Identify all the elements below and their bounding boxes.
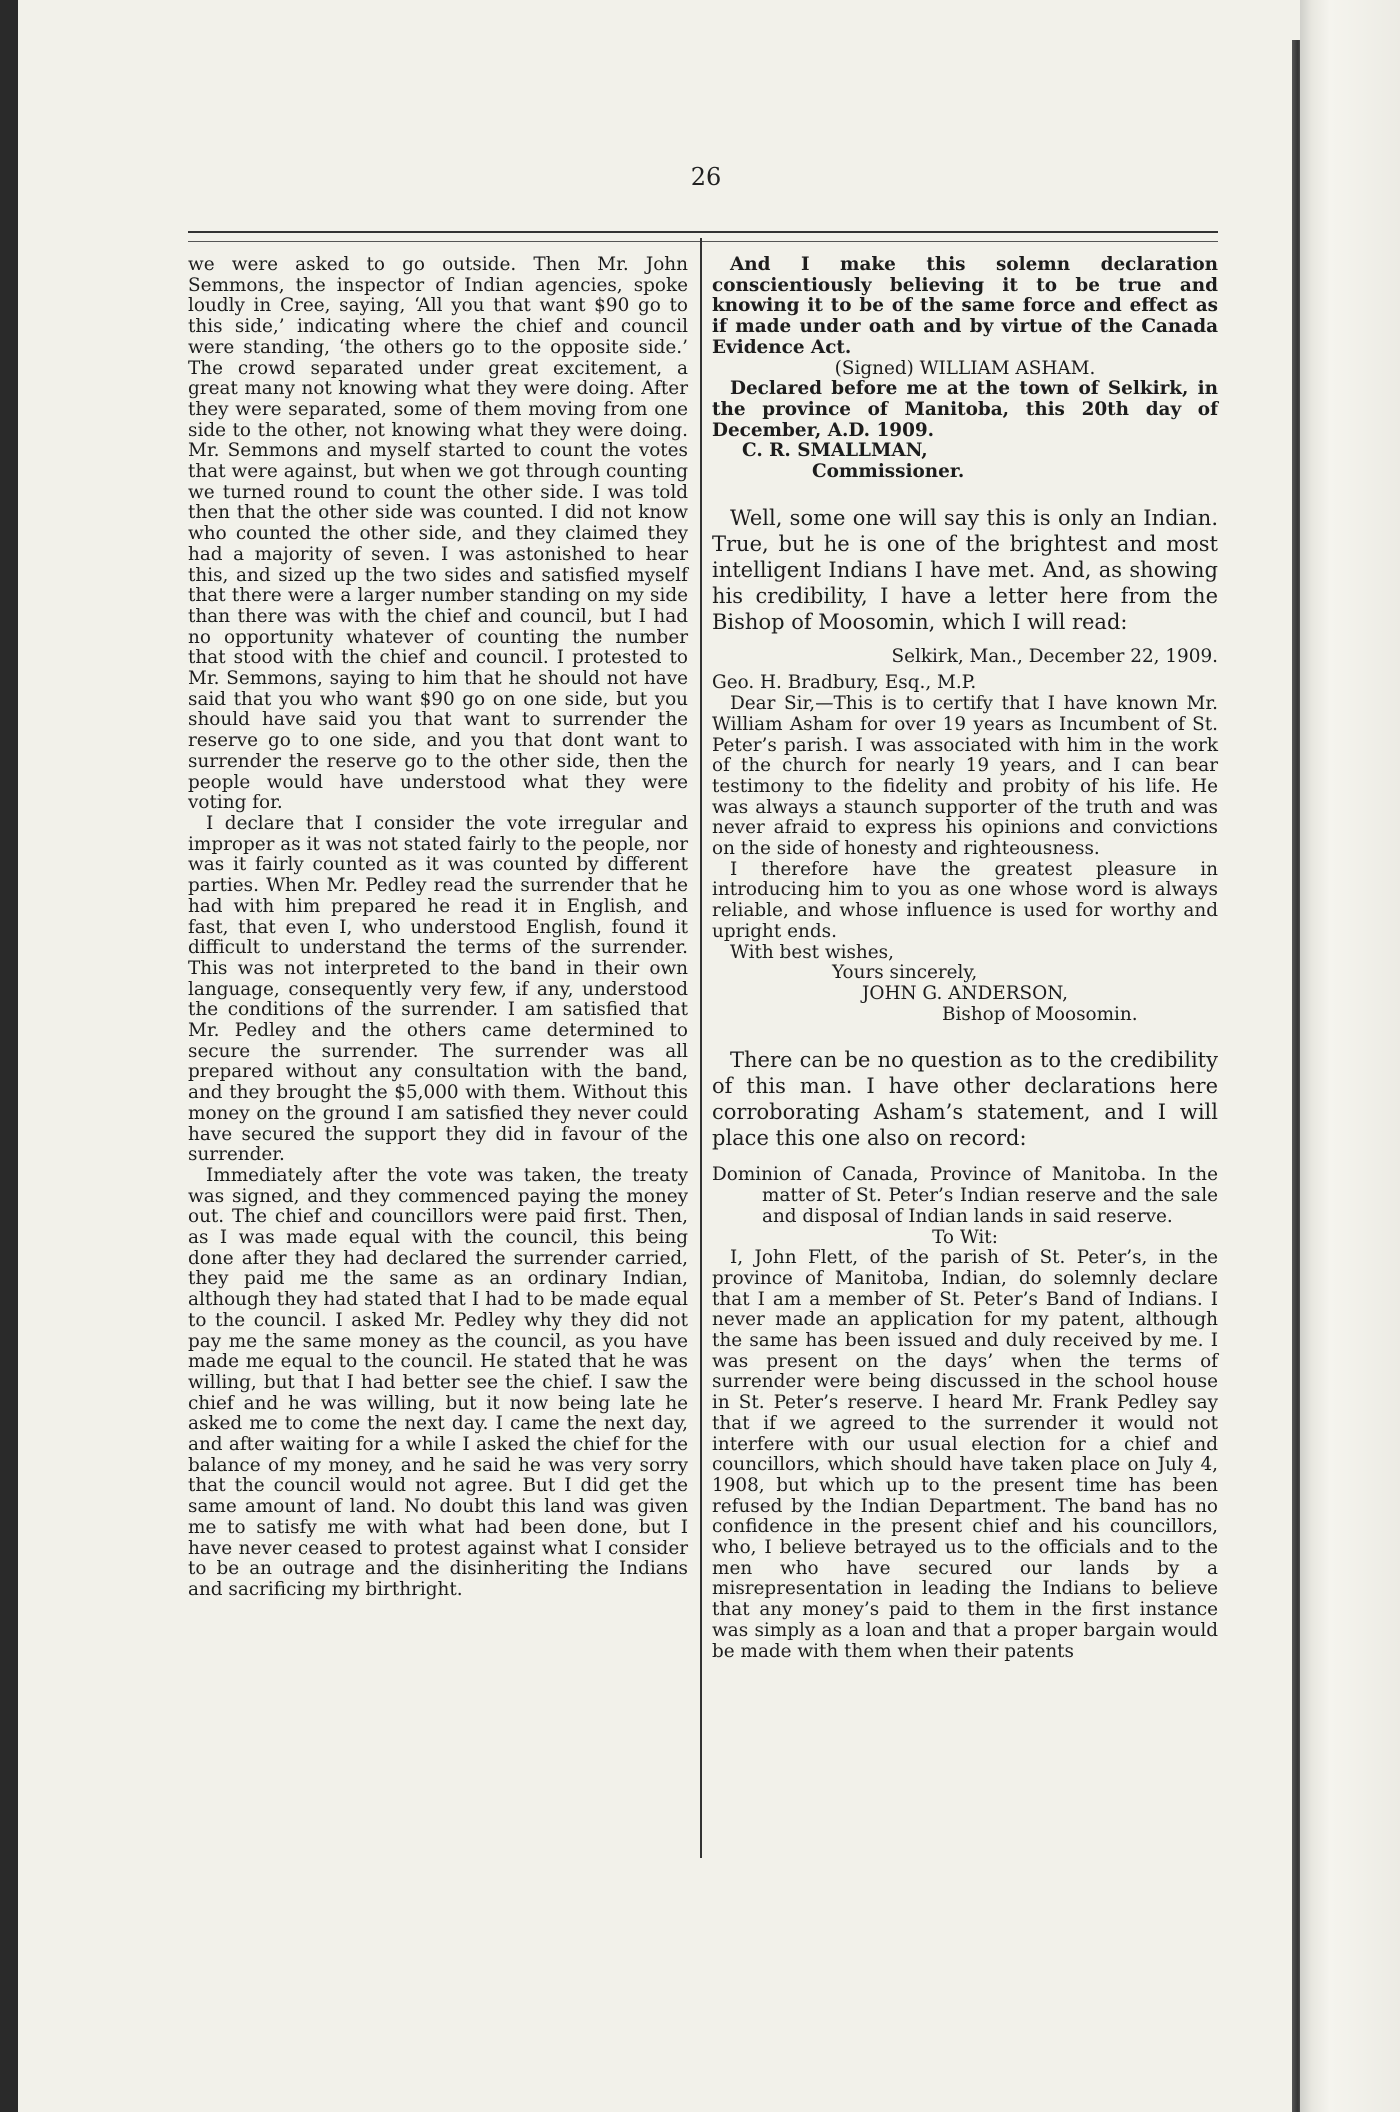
commissioner-name: C. R. SMALLMAN, bbox=[742, 440, 928, 462]
letter-addressee: Geo. H. Bradbury, Esq., M.P. bbox=[712, 672, 977, 694]
letter-signer-title: Bishop of Moosomin. bbox=[942, 1003, 1138, 1025]
paragraph: we were asked to go outside. Then Mr. John Semmons, the inspector of Indian agencies, spoke loudly in Cree, saying, ‘All you that want $90 go to this side,’ indicating where the chief and council were standing, ‘the others go to the opposite side.’ The crowd separated under great excitement, a great many not knowing what they were doing. After they were separated, some of them moving from one side to the other, not knowing what they were doing. Mr. Semmons and myself started to count the votes that were against, but when we got through counting we turned round to count the other side. I was told then that the other side was counted. I did not know who counted the other side, and they claimed they had a majority of seven. I was astonished to hear this, and sized up the two sides and satisfied myself that there were a larger number standing on my side than there was with the chief and council, but I had no opportunity whatever of counting the number that stood with the chief and council. I protested to Mr. Semmons, saying to him that he should not have said that you who want $90 go on one side, but you should have said you that want to surrender the reserve go to one side, and you that dont want to surrender the reserve go to the other side, then the people would have understood what they were voting for. bbox=[188, 254, 688, 814]
header-rule-thin bbox=[188, 241, 1218, 242]
paragraph: I declare that I consider the vote irregular and improper as it was not stated fairly to the people, nor was it fairly counted as it was counted by different parties. When Mr. Pedley read the surrender that he had with him prepared he read it in English, and fast, that even I, who understood English, found it difficult to understand the terms of the surrender. This was not interpreted to the band in their own language, consequently very few, if any, understood the conditions of the surrender. I am satisfied that Mr. Pedley and the others came determined to secure the surrender. The surrender was all prepared without any consultation with the band, and they brought the $5,000 with them. Without this money on the ground I am satisfied they never could have secured the support they did in favour of the surrender. bbox=[188, 812, 688, 1166]
header-rule bbox=[188, 231, 1218, 233]
signature-line: (Signed) WILLIAM ASHAM. bbox=[834, 357, 1096, 379]
to-wit: To Wit: bbox=[932, 1226, 998, 1248]
flett-declaration: I, John Flett, of the parish of St. Peter’s, in the province of Manitoba, Indian, do solemnly declare that I am a member of St. Peter’s Band of Indians. I never made an application for my patent, although the same has been issued and duly received by me. I was present on the days’ when the terms of surrender were being discussed in the school house in St. Peter’s reserve. I heard Mr. Frank Pedley say that if we agreed to the surrender it would not interfere with our usual election for a chief and councillors, which should have taken place on July 4, 1908, but which up to the present time has been refused by the Indian Department. The band has no confidence in the present chief and his councillors, who, I believe betrayed us to the officials and to the men who have secured our lands by a misrepresentation in leading the Indians to believe that any money’s paid to them in the first instance was simply as a loan and that a proper bargain would be made with them when their patents bbox=[712, 1247, 1218, 1662]
declaration-paragraph: And I make this solemn declaration conscientiously believing it to be true and knowing it to be of the same force and effect as if made under oath and by virtue of the Canada Evidence Act. bbox=[712, 254, 1218, 358]
speech-paragraph: Well, some one will say this is only an Indian. True, but he is one of the brightest and most intelligent Indians I have met. And, as showing his credibility, I have a letter here from the Bishop of Moosomin, which I will read: bbox=[712, 505, 1218, 634]
letter-body: I therefore have the greatest pleasure in introducing him to you as one whose word is always reliable, and whose influence is used for worthy and upright ends. bbox=[712, 858, 1218, 942]
letter-wishes: With best wishes, bbox=[730, 941, 894, 963]
left-column bbox=[188, 255, 688, 1601]
speech-paragraph: There can be no question as to the credibility of this man. I have other declarations here corroborating Asham’s statement, and I will place this one also on record: bbox=[712, 1048, 1218, 1151]
commissioner-title: Commissioner. bbox=[812, 461, 965, 483]
page-number: 26 bbox=[690, 163, 722, 191]
paragraph: Immediately after the vote was taken, the treaty was signed, and they commenced paying the money out. The chief and councillors were paid first. Then, as I was made equal with the council, this being done after they had declared the surrender carried, they paid me the same as an ordinary Indian, although they had stated that I had to be made equal to the council. I asked Mr. Pedley why they did not pay me the same money as the council, as you have made me equal to the council. He stated that he was willing, but that I had better see the chief. I saw the chief and he was willing, but it now being late he asked me to come the next day. I came the next day, and after waiting for a while I asked the chief for the balance of my money, and he said he was very sorry that the council would not agree. But I did get the same amount of land. No doubt this land was given me to satisfy me with what had been done, but I have never ceased to protest against what I consider to be an outrage and the disinheriting the Indians and sacrificing my birthright. bbox=[188, 1164, 688, 1600]
facing-page-edge bbox=[1300, 0, 1400, 2112]
letter-closing: Yours sincerely, bbox=[832, 962, 978, 984]
column-divider bbox=[700, 238, 702, 1858]
dominion-heading: Dominion of Canada, Province of Manitoba. In the matter of St. Peter’s Indian reserve and the sale and disposal of Indian lands in said reserve. bbox=[712, 1164, 1218, 1227]
scan-background-left bbox=[0, 0, 18, 2112]
right-column bbox=[712, 255, 1218, 1662]
letter-signer: JOHN G. ANDERSON, bbox=[862, 982, 1068, 1004]
declared-before: Declared before me at the town of Selkirk, in the province of Manitoba, this 20th day of December, A.D. 1909. bbox=[712, 378, 1218, 441]
letter-body: Dear Sir,—This is to certify that I have known Mr. William Asham for over 19 years as Incumbent of St. Peter’s parish. I was associated with him in the work of the church for nearly 19 years, and I can bear testimony to the fidelity and probity of his life. He was always a staunch supporter of the truth and was never afraid to express his opinions and convictions on the side of honesty and righteousness. bbox=[712, 693, 1218, 860]
letter-place-date: Selkirk, Man., December 22, 1909. bbox=[891, 645, 1218, 667]
